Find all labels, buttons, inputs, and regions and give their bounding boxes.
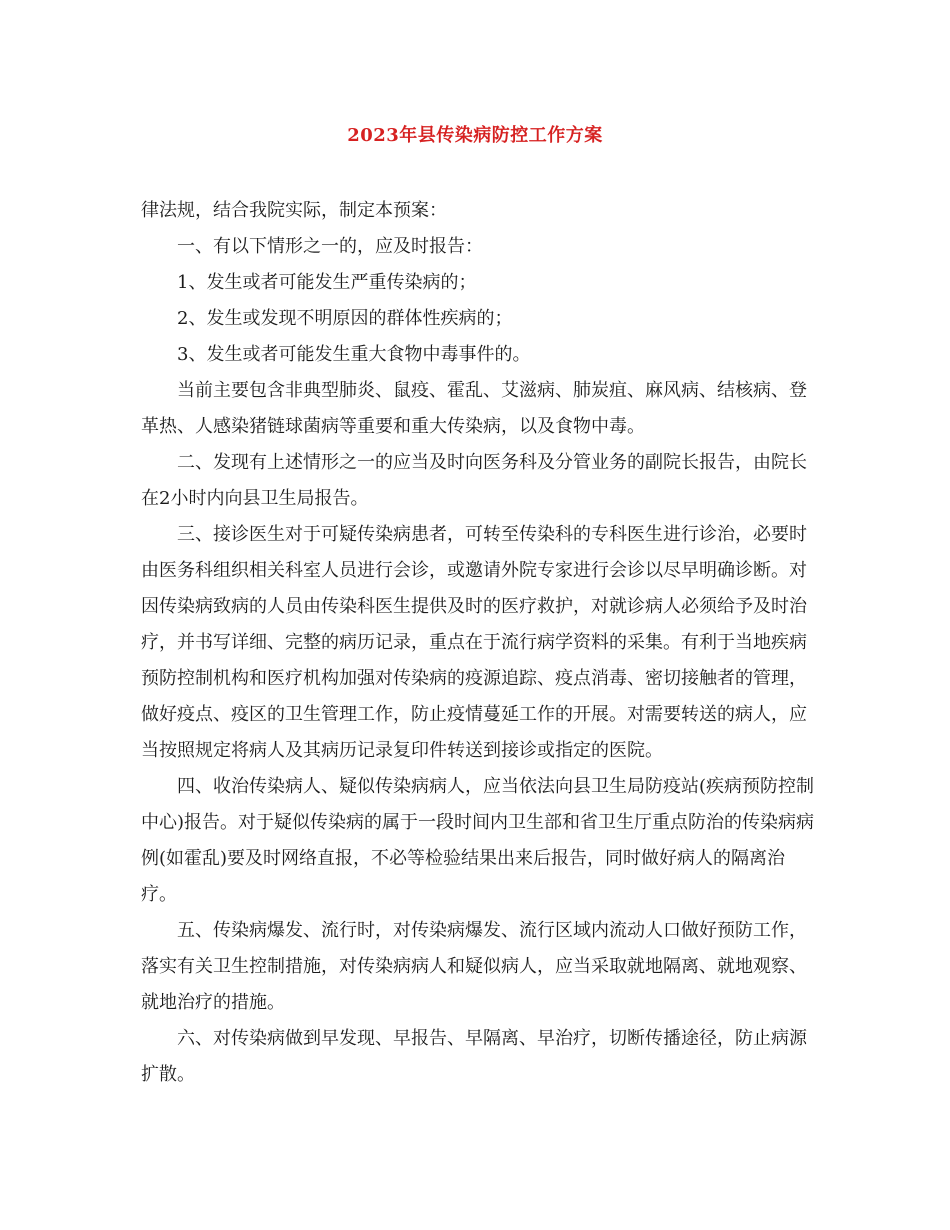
- document-title: 2023年县传染病防控工作方案: [347, 125, 603, 146]
- paragraph: 二、发现有上述情形之一的应当及时向医务科及分管业务的副院长报告，由院长在2小时内向县卫生局报告。: [141, 452, 807, 509]
- paragraph: 3、发生或者可能发生重大食物中毒事件的。: [177, 344, 531, 365]
- paragraph: 五、传染病爆发、流行时，对传染病爆发、流行区域内流动人口做好预防工作，落实有关卫生控制措施，对传染病病人和疑似病人，应当采取就地隔离、就地观察、就地治疗的措施。: [141, 920, 807, 1013]
- paragraph: 律法规，结合我院实际，制定本预案：: [141, 200, 447, 221]
- paragraph: 当前主要包含非典型肺炎、鼠疫、霍乱、艾滋病、肺炭疽、麻风病、结核病、登革热、人感染猪链球菌病等重要和重大传染病，以及食物中毒。: [141, 380, 807, 437]
- paragraph: 1、发生或者可能发生严重传染病的；: [177, 272, 477, 293]
- paragraph: 一、有以下情形之一的，应及时报告：: [177, 236, 483, 257]
- document-body: [141, 193, 821, 1093]
- paragraph: 四、收治传染病人、疑似传染病病人，应当依法向县卫生局防疫站(疾病预防控制中心)报告。对于疑似传染病的属于一段时间内卫生部和省卫生厅重点防治的传染病病例(如霍乱)要及时网络直报，不必等检验结果出来后报告，同时做好病人的隔离治疗。: [141, 776, 815, 905]
- paragraph: 2、发生或发现不明原因的群体性疾病的；: [177, 308, 513, 329]
- paragraph: 六、对传染病做到早发现、早报告、早隔离、早治疗，切断传播途径，防止病源扩散。: [141, 1028, 807, 1085]
- paragraph: 三、接诊医生对于可疑传染病患者，可转至传染科的专科医生进行诊治，必要时由医务科组织相关科室人员进行会诊，或邀请外院专家进行会诊以尽早明确诊断。对因传染病致病的人员由传染科医生提供及时的医疗救护，对就诊病人必须给予及时治疗，并书写详细、完整的病历记录，重点在于流行病学资料的采集。有利于当地疾病预防控制机构和医疗机构加强对传染病的疫源追踪、疫点消毒、密切接触者的管理，做好疫点、疫区的卫生管理工作，防止疫情蔓延工作的开展。对需要转送的病人，应当按照规定将病人及其病历记录复印件转送到接诊或指定的医院。: [141, 524, 807, 761]
